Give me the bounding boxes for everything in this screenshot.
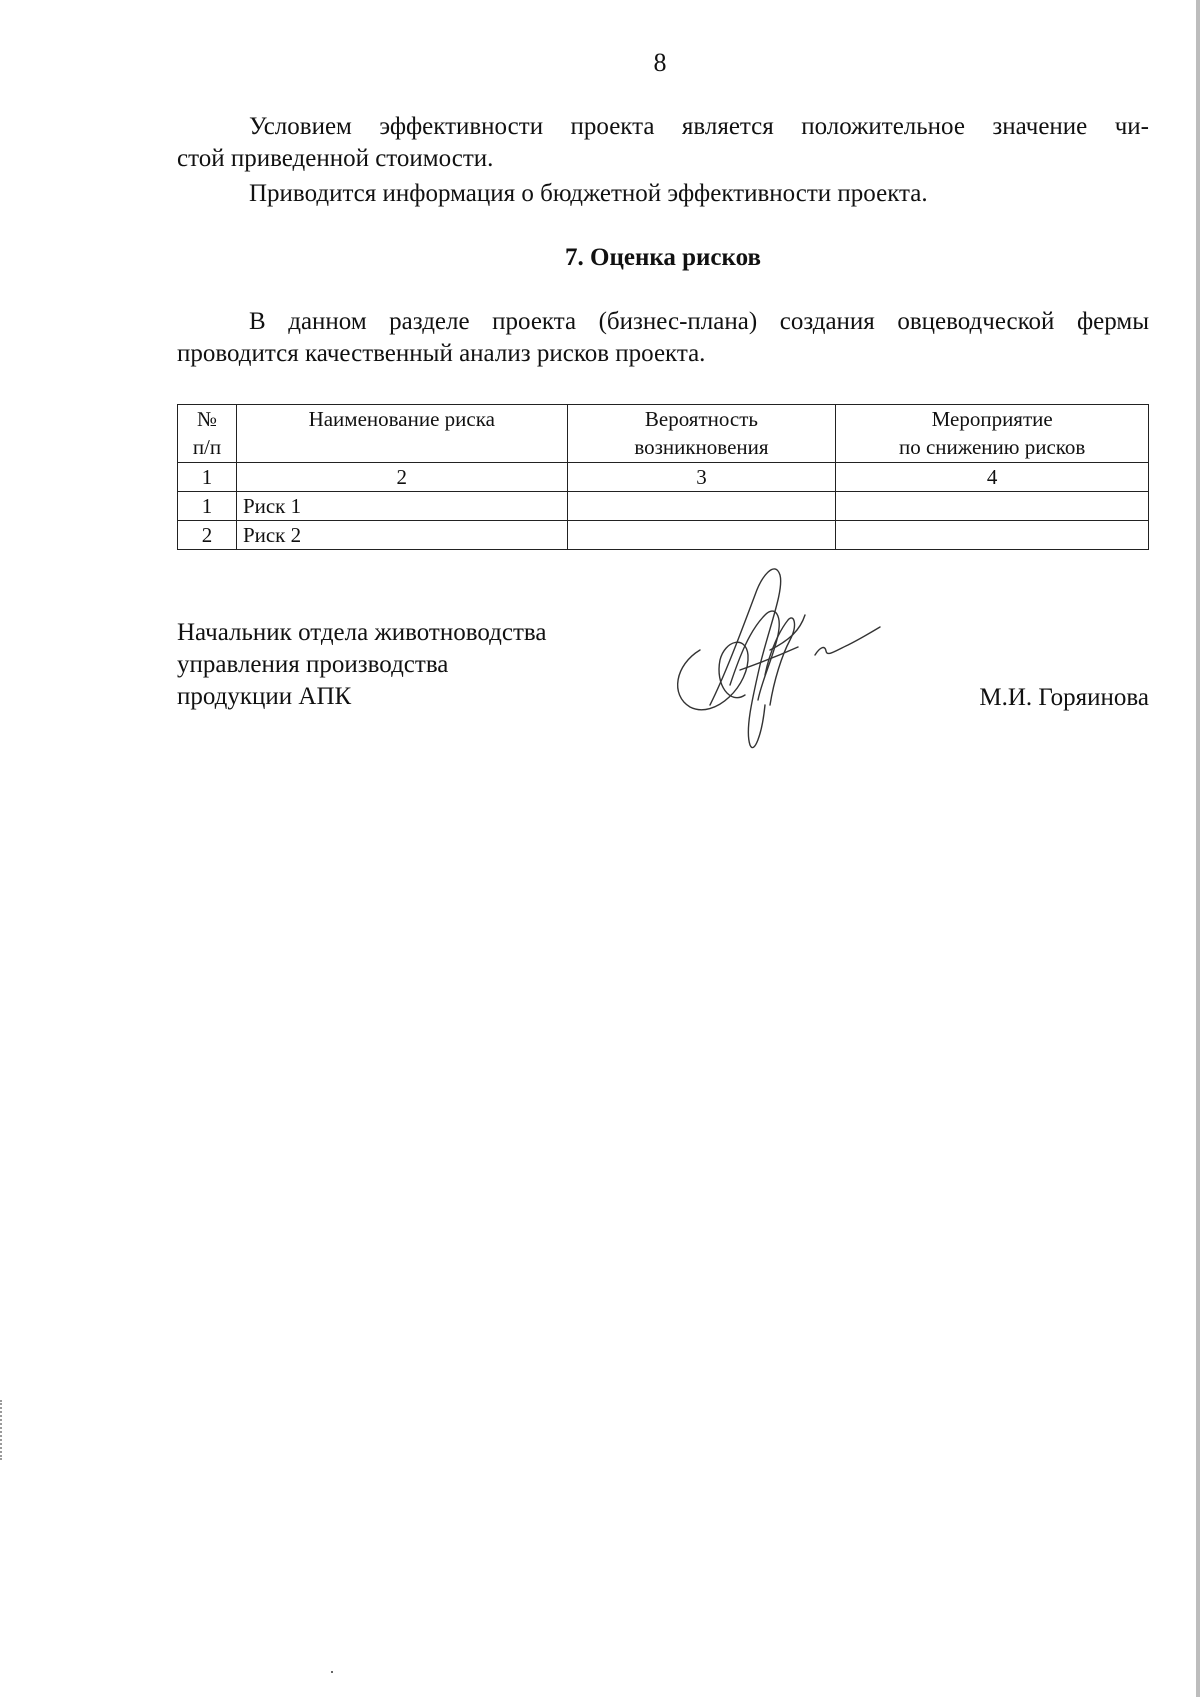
scan-speck [331, 1671, 333, 1673]
header-num-line2: п/п [192, 435, 222, 459]
table-cell-probability [567, 492, 836, 521]
table-cell: 2 [236, 463, 567, 492]
paragraph-risk-intro-line1: В данном разделе проекта (бизнес-плана) создания овцеводческой фермы [249, 308, 1149, 335]
handwritten-signature [670, 555, 890, 755]
table-cell: 4 [836, 463, 1149, 492]
header-measure-line2: по снижению рисков [898, 435, 1086, 459]
risk-table [177, 404, 1149, 550]
paragraph-budget: Приводится информация о бюджетной эффективности проекта. [249, 180, 928, 207]
paragraph-risk-intro [177, 306, 1149, 370]
paragraph-risk-intro-line2: проводится качественный анализ рисков проекта. [177, 340, 706, 367]
table-colnum-row [178, 463, 1149, 492]
paragraph-efficiency-line2: стой приведенной стоимости. [177, 145, 494, 172]
section-heading: 7. Оценка рисков [565, 244, 761, 271]
table-cell-measure [836, 521, 1149, 550]
signer-position-line1: Начальник отдела животноводства [177, 619, 547, 646]
table-row [178, 492, 1149, 521]
header-measure-line1: Мероприятие [931, 407, 1053, 431]
table-cell-name: Риск 2 [236, 521, 567, 550]
header-probability [567, 405, 836, 463]
signer-name: М.И. Горяинова [979, 684, 1149, 711]
signer-position [177, 617, 546, 713]
header-num-line1: № [196, 407, 217, 431]
paragraph-efficiency-line1: Условием эффективности проекта является положительное значение чи- [249, 113, 1149, 140]
table-cell-name: Риск 1 [236, 492, 567, 521]
header-measure [836, 405, 1149, 463]
signer-position-line2: управления производства [177, 651, 449, 678]
header-probability-line2: возникновения [634, 435, 769, 459]
scan-marks [0, 1400, 5, 1460]
page-number: 8 [653, 48, 667, 77]
table-cell-measure [836, 492, 1149, 521]
header-probability-line1: Вероятность [644, 407, 758, 431]
scan-edge [1196, 0, 1200, 1697]
table-cell: 3 [567, 463, 836, 492]
signer-position-line3: продукции АПК [177, 683, 352, 710]
header-num [178, 405, 237, 463]
paragraph-efficiency [177, 111, 1149, 175]
header-name: Наименование риска [236, 405, 567, 463]
table-cell-probability [567, 521, 836, 550]
table-cell-num: 2 [178, 521, 237, 550]
table-cell-num: 1 [178, 492, 237, 521]
table-header-row [178, 405, 1149, 463]
table-row [178, 521, 1149, 550]
table-cell: 1 [178, 463, 237, 492]
